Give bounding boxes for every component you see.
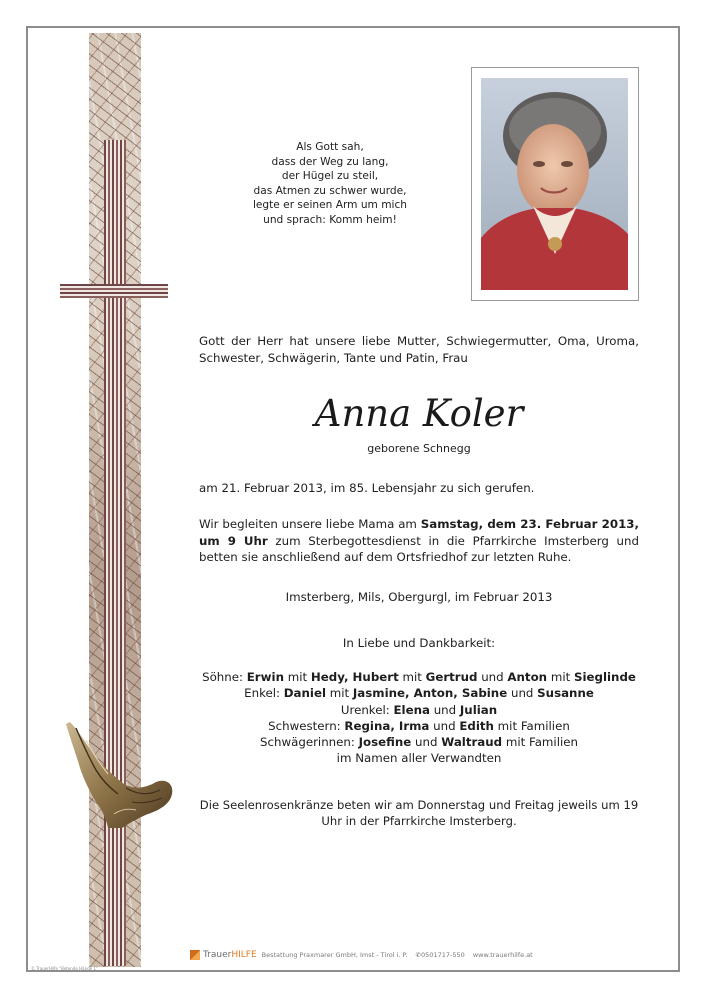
footer [190,948,570,962]
footer-website[interactable]: www.trauerhilfe.at [472,951,533,959]
rosary-notice: Die Seelenrosenkränze beten wir am Donnerstag und Freitag jeweils um 19 Uhr in der Pfarrkirche Imsterberg. [199,798,639,829]
family-sons: Söhne: Erwin mit Hedy, Hubert mit Gertrud und Anton mit Sieglinde [202,670,636,684]
deceased-name: Anna Koler [314,392,524,435]
brand-name-b: HILFE [231,950,257,960]
funeral-date: Samstag, dem 23. Februar 2013, um 9 Uhr [199,517,639,548]
praying-hands-icon [62,718,178,830]
place-and-date: Imsterberg, Mils, Obergurgl, im Februar 2013 [285,590,553,604]
poem: Als Gott sah, dass der Weg zu lang, der Hügel zu steil, das Atmen zu schwer wurde, legte er seinen Arm um mich und sprach: Komm heim! [252,141,408,226]
funeral-text-1: Wir begleiten unsere liebe Mama am [199,517,421,531]
portrait-photo [481,78,628,290]
family-grandchildren: Enkel: Daniel mit Jasmine, Anton, Sabine und Susanne [244,686,594,701]
footer-company: Bestattung Praxmarer GmbH, Imst - Tirol i. P. [261,951,408,959]
funeral-details [199,516,639,566]
birth-name: geborene Schnegg [367,442,471,455]
thanks-line: In Liebe und Dankbarkeit: [342,636,496,650]
family-sisters: Schwestern: Regina, Irma und Edith mit Familien [268,718,570,733]
phone-icon: ✆ [415,951,422,959]
funeral-text-2: zum Sterbegottesdienst in die Pfarrkirche Imsterberg und betten sie anschließend auf dem Ortsfriedhof zur letzten Ruhe. [199,533,639,565]
trauerhilfe-logo-icon [190,950,200,960]
death-notice: am 21. Februar 2013, im 85. Lebensjahr zu sich gerufen. [199,481,535,495]
family-great-grandchildren: Urenkel: Elena und Julian [340,702,498,717]
family-list [199,669,639,767]
family-relatives: im Namen aller Verwandten [336,751,502,766]
brand-name-a: Trauer [203,950,232,960]
family-sisters-in-law: Schwägerinnen: Josefine und Waltraud mit Familien [260,735,578,750]
cross-vertical-beam [104,140,126,966]
cross-horizontal-beam [60,284,168,298]
intro-text: Gott der Herr hat unsere liebe Mutter, Schwiegermutter, Oma, Uroma, Schwester, Schwägerin, Tante und Patin, Frau [199,334,639,365]
image-credit: © TrauerHilfe "Betende Hände 1" [31,966,98,971]
footer-phone: 0501717-550 [421,951,465,959]
